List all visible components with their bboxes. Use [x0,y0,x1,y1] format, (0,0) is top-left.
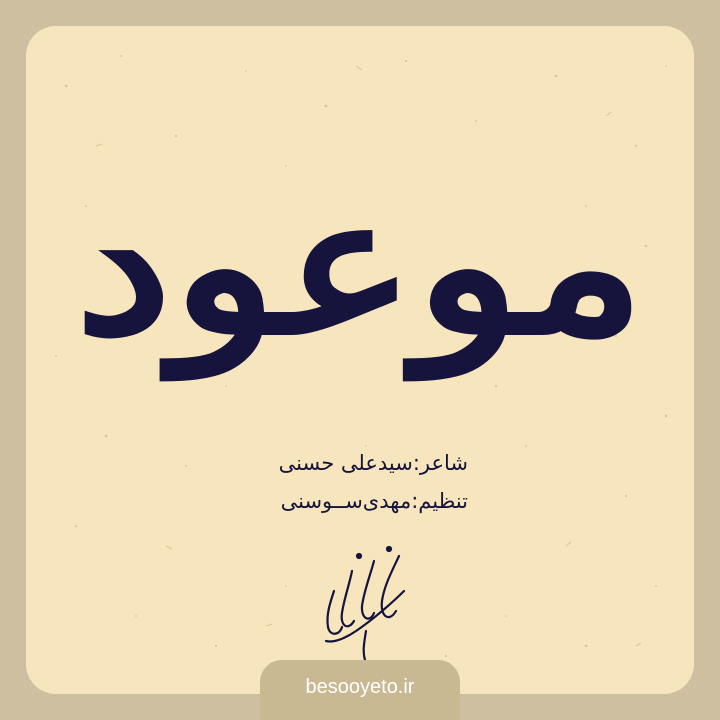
album-title: موعود [74,154,646,377]
watermark-text: besooyeto.ir [305,676,415,698]
credits-block [279,444,468,520]
signature-calligraphy [304,531,434,671]
poster-card [26,26,694,694]
poet-credit: شاعر:سیدعلی حسنی [278,451,468,475]
arranger-credit: تنظیم:مهدی‌ســوسنی [280,489,468,513]
watermark-tab [260,660,460,720]
